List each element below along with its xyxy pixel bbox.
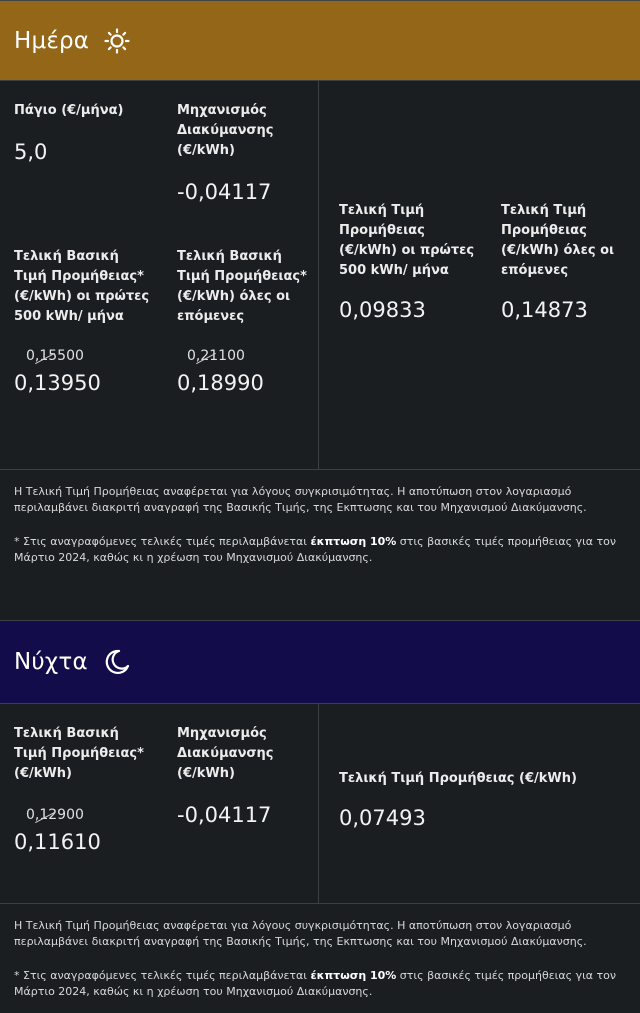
day-mechanism-label: Μηχανισμός Διακύμανσης (€/kWh)	[177, 103, 274, 158]
day-title: Ημέρα	[14, 27, 90, 54]
night-mechanism-cell	[177, 724, 307, 828]
night-right-column	[319, 704, 640, 903]
night-mechanism-value: -0,04117	[177, 803, 272, 827]
day-final-next-value: 0,14873	[501, 298, 588, 322]
night-base-value: 0,11610	[14, 830, 101, 854]
day-final-first-value: 0,09833	[339, 298, 426, 322]
day-final-first-cell	[339, 201, 479, 323]
day-base-first-cell	[14, 247, 154, 396]
day-mechanism-cell	[177, 101, 307, 205]
day-left-column	[0, 81, 319, 469]
day-note-comparability: Η Τελική Τιμή Προμήθειας αναφέρεται για λόγους συγκρισιμότητας. Η αποτύπωση στον λογαριασμό περιλαμβάνει διακριτή αναγραφή της Βασικής Τιμής, της Εκπτωσης και του Μηχανισμού Διακύμανσης.	[14, 485, 587, 514]
day-header	[0, 0, 640, 80]
day-notes	[0, 470, 640, 588]
night-price-grid	[0, 703, 640, 904]
day-base-next-old-price: 0,21100	[187, 348, 245, 364]
night-header	[0, 621, 640, 703]
day-note-discount-highlight: έκπτωση 10%	[310, 535, 397, 548]
day-base-next-cell	[177, 247, 307, 396]
day-fee-value: 5,0	[14, 140, 48, 164]
night-note-discount: * Στις αναγραφόμενες τελικές τιμές περιλαμβάνεται έκπτωση 10% στις βασικές τιμές προμήθειας για τον Μάρτιο 2024, καθώς κι η χρέωση του Μηχανισμού Διακύμανσης.	[14, 969, 617, 998]
day-mechanism-value: -0,04117	[177, 180, 272, 204]
day-price-grid	[0, 80, 640, 470]
night-mechanism-label: Μηχανισμός Διακύμανσης (€/kWh)	[177, 726, 274, 781]
day-fee-cell	[14, 101, 154, 165]
day-base-next-label: Τελική Βασική Τιμή Προμήθειας* (€/kWh) όλες οι επόμενες	[177, 249, 307, 324]
night-notes	[0, 904, 640, 1011]
night-base-cell	[14, 724, 154, 855]
moon-icon	[102, 647, 132, 677]
day-base-first-label: Τελική Βασική Τιμή Προμήθειας* (€/kWh) οι πρώτες 500 kWh/ μήνα	[14, 249, 150, 324]
section-divider	[0, 588, 640, 621]
night-base-label: Τελική Βασική Τιμή Προμήθειας* (€/kWh)	[14, 726, 144, 781]
day-final-next-label: Τελική Τιμή Προμήθειας (€/kWh) όλες οι επόμενες	[501, 203, 615, 278]
day-base-first-old-price: 0,15500	[26, 348, 84, 364]
night-base-old-price: 0,12900	[26, 807, 84, 823]
night-final-label: Τελική Τιμή Προμήθειας (€/kWh)	[339, 771, 577, 786]
night-note-discount-highlight: έκπτωση 10%	[310, 969, 397, 982]
sun-icon	[103, 27, 131, 55]
day-note-discount: * Στις αναγραφόμενες τελικές τιμές περιλαμβάνεται έκπτωση 10% στις βασικές τιμές προμήθειας για τον Μάρτιο 2024, καθώς κι η χρέωση του Μηχανισμού Διακύμανσης.	[14, 535, 617, 564]
day-base-first-value: 0,13950	[14, 371, 101, 395]
night-final-cell	[339, 769, 629, 831]
day-fee-label: Πάγιο (€/μήνα)	[14, 103, 124, 118]
night-left-column	[0, 704, 319, 903]
day-right-column	[319, 81, 640, 469]
night-final-value: 0,07493	[339, 806, 426, 830]
day-base-next-value: 0,18990	[177, 371, 264, 395]
day-final-next-cell	[501, 201, 626, 323]
night-title: Νύχτα	[14, 649, 88, 675]
night-section	[0, 621, 640, 1011]
day-final-first-label: Τελική Τιμή Προμήθειας (€/kWh) οι πρώτες 500 kWh/ μήνα	[339, 203, 475, 278]
night-note-comparability: Η Τελική Τιμή Προμήθειας αναφέρεται για λόγους συγκρισιμότητας. Η αποτύπωση στον λογαριασμό περιλαμβάνει διακριτή αναγραφή της Βασικής Τιμής, της Εκπτωσης και του Μηχανισμού Διακύμανσης.	[14, 919, 587, 948]
